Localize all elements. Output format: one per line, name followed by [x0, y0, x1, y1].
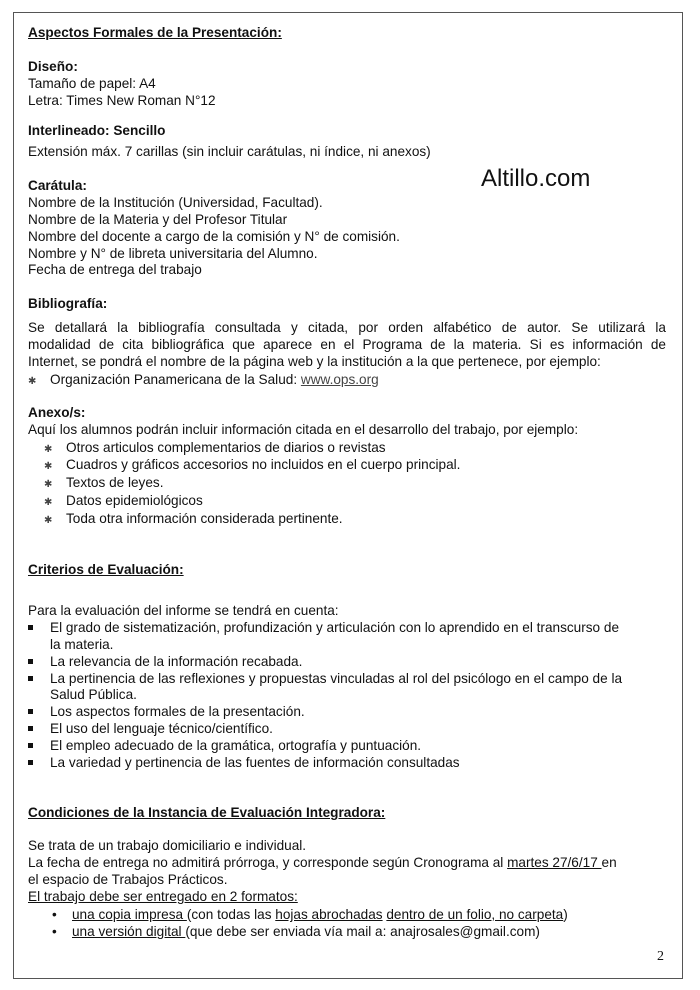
paragraph-line: Se detallará la bibliografía consultada y citada, por orden alfabético de autor. Se utilizará la — [28, 320, 666, 335]
text: dentro de un folio, no carpeta — [386, 907, 564, 922]
list-item — [44, 456, 460, 475]
list-item — [28, 619, 619, 636]
square-bullet-icon — [28, 737, 50, 754]
paper-size: Tamaño de papel: A4 — [28, 76, 156, 91]
item-text: Otros articulos complementarios de diarios o revistas — [66, 440, 386, 455]
item-continuation: la materia. — [50, 637, 114, 652]
heading-anexos: Anexo/s: — [28, 405, 86, 420]
item-text: La pertinencia de las reflexiones y propuestas vinculadas al rol del psicólogo en el campo de la — [50, 671, 623, 686]
bullet-icon: • — [52, 907, 57, 922]
text: ) — [563, 907, 568, 922]
list-item: Nombre y N° de libreta universitaria del Alumno. — [28, 246, 318, 261]
asterisk-bullet-icon: ✱ — [44, 444, 53, 455]
paragraph-line: Internet, se pondrá el nombre de la página web y la institución a la que pertenece, por ejemplo: — [28, 354, 601, 369]
square-bullet-icon — [28, 619, 50, 636]
list-item — [52, 923, 540, 940]
watermark: Altillo.com — [481, 165, 591, 192]
list-item — [44, 474, 163, 493]
item-text: Los aspectos formales de la presentación. — [50, 704, 305, 719]
font-spec: Letra: Times New Roman N°12 — [28, 93, 216, 108]
ops-link[interactable]: www.ops.org — [300, 372, 379, 387]
text: hojas abrochadas — [275, 907, 383, 922]
anexos-intro: Aquí los alumnos podrán incluir información citada en el desarrollo del trabajo, por ejemplo: — [28, 422, 579, 437]
extension: Extensión máx. 7 carillas (sin incluir carátulas, ni índice, ni anexos) — [28, 144, 431, 159]
item-text: Toda otra información considerada pertinente. — [66, 511, 343, 526]
asterisk-bullet-icon: ✱ — [44, 515, 53, 526]
paragraph-line: modalidad de cita bibliográfica que aparece en el Programa de la materia. Si es información de — [28, 337, 666, 352]
heading-bibliografia: Bibliografía: — [28, 296, 108, 311]
list-item — [44, 510, 343, 529]
square-bullet-icon — [28, 720, 50, 737]
condition-line — [28, 854, 617, 871]
condition-line: el espacio de Trabajos Prácticos. — [28, 872, 228, 887]
section-title-condiciones: Condiciones de la Instancia de Evaluación Integradora: — [28, 805, 386, 820]
item-text: La variedad y pertinencia de las fuentes de información consultadas — [50, 755, 460, 770]
square-bullet-icon — [28, 670, 50, 687]
item-text: La relevancia de la información recabada. — [50, 654, 303, 669]
list-item — [28, 720, 273, 737]
asterisk-bullet-icon: ✱ — [44, 461, 53, 472]
list-item: Nombre de la Materia y del Profesor Titular — [28, 212, 288, 227]
square-bullet-icon — [28, 754, 50, 771]
section-title-criterios: Criterios de Evaluación: — [28, 562, 184, 577]
heading-interlineado: Interlineado: Sencillo — [28, 123, 166, 138]
condition-line: Se trata de un trabajo domiciliario e individual. — [28, 838, 307, 853]
list-item — [28, 703, 305, 720]
text: en — [601, 855, 617, 870]
item-text: El empleo adecuado de la gramática, ortografía y puntuación. — [50, 738, 422, 753]
example-text: Organización Panamericana de la Salud: — [50, 372, 301, 387]
item-text: El grado de sistematización, profundización y articulación con lo aprendido en el transcurso de — [50, 620, 619, 635]
asterisk-bullet-icon: ✱ — [44, 497, 53, 508]
item-text: El uso del lenguaje técnico/científico. — [50, 721, 273, 736]
list-item — [28, 754, 460, 771]
list-item: Nombre del docente a cargo de la comisión y N° de comisión. — [28, 229, 400, 244]
item-text: Textos de leyes. — [66, 475, 164, 490]
text: (con todas las — [186, 907, 276, 922]
item-text: Datos epidemiológicos — [66, 493, 203, 508]
criterios-intro: Para la evaluación del informe se tendrá en cuenta: — [28, 603, 339, 618]
asterisk-bullet-icon: ✱ — [28, 376, 37, 387]
list-item — [44, 492, 203, 511]
text: La fecha de entrega no admitirá prórroga, y corresponde según Cronograma al — [28, 855, 508, 870]
asterisk-bullet-icon: ✱ — [44, 479, 53, 490]
heading-diseno: Diseño: — [28, 59, 78, 74]
list-item — [52, 906, 568, 923]
text: una versión digital — [72, 924, 186, 939]
square-bullet-icon — [28, 703, 50, 720]
text: (que debe ser enviada vía mail a: anajrosales@gmail.com) — [185, 924, 540, 939]
list-item — [28, 371, 379, 390]
item-continuation: Salud Pública. — [50, 687, 137, 702]
item-text: Cuadros y gráficos accesorios no incluidos en el cuerpo principal. — [66, 457, 461, 472]
bullet-icon: • — [52, 924, 57, 939]
due-date: martes 27/6/17 — [507, 855, 602, 870]
square-bullet-icon — [28, 653, 50, 670]
list-item — [28, 653, 302, 670]
list-item: Fecha de entrega del trabajo — [28, 262, 202, 277]
list-item — [28, 670, 622, 687]
list-item: Nombre de la Institución (Universidad, Facultad). — [28, 195, 323, 210]
page-number: 2 — [657, 949, 664, 964]
formats-heading: El trabajo debe ser entregado en 2 formatos: — [28, 889, 298, 904]
text: una copia impresa — [72, 907, 187, 922]
section-title-formal: Aspectos Formales de la Presentación: — [28, 25, 282, 40]
heading-caratula: Carátula: — [28, 178, 87, 193]
list-item — [28, 737, 421, 754]
